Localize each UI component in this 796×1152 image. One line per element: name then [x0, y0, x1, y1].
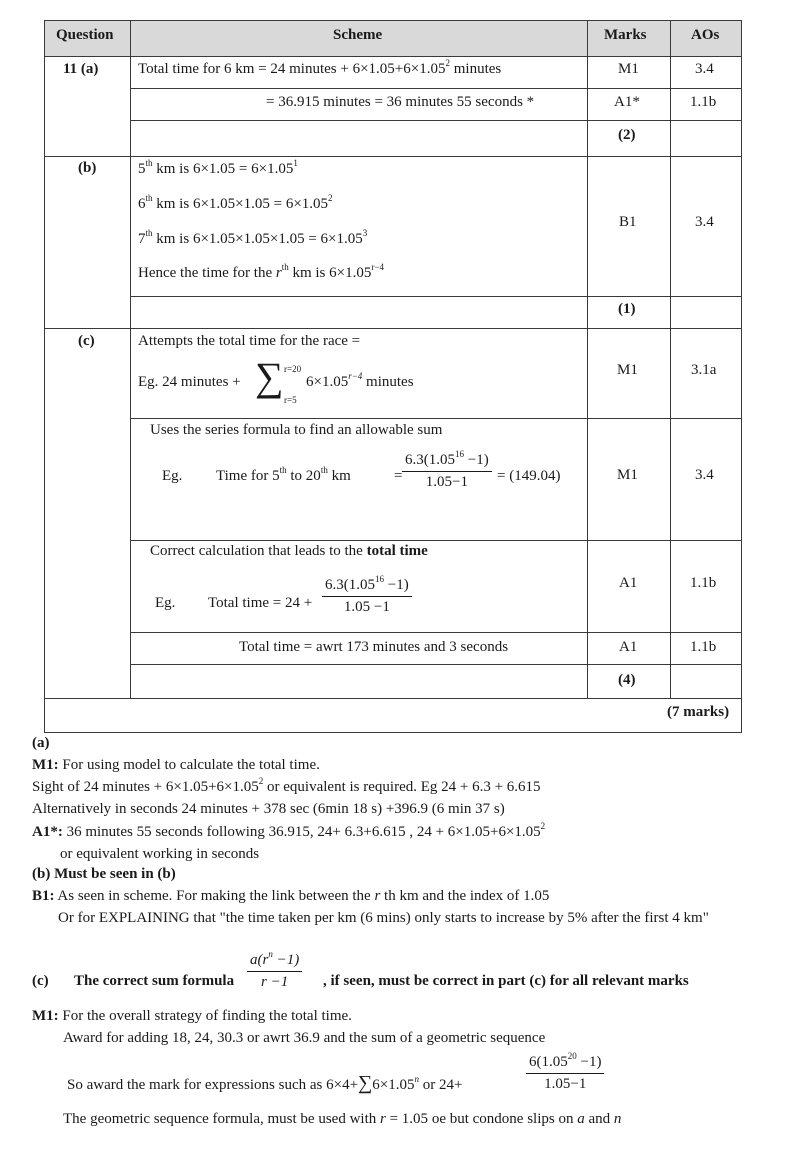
scheme-a-line1: Total time for 6 km = 24 minutes + $6\times 1.05+6\times 1.05^2$ minutes	[138, 58, 502, 77]
question-label-11a: 11 (a)	[63, 61, 99, 77]
notes-b-heading: (b) Must be seen in (b)	[32, 866, 176, 882]
ao-a-row1: 3.4	[695, 61, 714, 77]
notes-c-fraction: $\frac{a(r^n -1)}{r -1}$	[247, 952, 302, 991]
ao-a-row2: 1.1b	[690, 94, 717, 110]
scheme-c-row2-equals: =	[394, 468, 403, 484]
notes-so-fraction: $\frac{6(1.05^{20} -1)}{1.05-1}$	[526, 1054, 604, 1093]
scheme-c-row3-expr: Total time = 24 +	[208, 595, 313, 611]
scheme-b-line1: 5th km is $6\times 1.05 = 6\times 1.05^1$	[138, 158, 298, 177]
sigma-lower-limit: r=5	[284, 395, 297, 405]
notes-m1: M1: For using model to calculate the total time.	[32, 757, 320, 773]
notes-award: Award for adding 18, 24, 30.3 or awrt 36.9 and the sum of a geometric sequence	[63, 1030, 546, 1046]
notes-a-heading: (a)	[32, 735, 50, 751]
mark-c-row3: A1	[619, 575, 638, 591]
header-marks: Marks	[604, 27, 647, 43]
scheme-c-row1-line1: Attempts the total time for the race =	[138, 333, 361, 349]
mark-a-row2: A1*	[614, 94, 640, 110]
header-aos: AOs	[691, 27, 720, 43]
notes-sight: Sight of 24 minutes + $6\times 1.05+6\times 1.05^2$ or equivalent is required. Eg 24 + 6.3 + 6.615	[32, 776, 541, 795]
question-label-b: (b)	[78, 160, 97, 176]
total-marks: (7 marks)	[667, 704, 730, 720]
notes-b1: B1: As seen in scheme. For making the link between the r th km and the index of 1.05	[32, 888, 550, 904]
ao-c-row4: 1.1b	[690, 639, 717, 655]
subtotal-c: (4)	[618, 672, 636, 688]
ao-c-row2: 3.4	[695, 467, 714, 483]
notes-c-text2: , if seen, must be correct in part (c) for all relevant marks	[323, 973, 689, 989]
mark-c-row1: M1	[617, 362, 638, 378]
ao-b: 3.4	[695, 214, 714, 230]
scheme-c-row2-fraction: $\frac{6.3(1.05^{16} -1)}{1.05-1}$	[402, 452, 492, 491]
scheme-b-line2: 6th km is $6\times 1.05\times 1.05 = 6\times 1.05^2$	[138, 193, 333, 212]
notes-c-text1: The correct sum formula	[74, 973, 235, 989]
scheme-c-row2-desc: Time for 5th to 20th km	[216, 465, 351, 484]
question-label-c: (c)	[78, 333, 95, 349]
notes-c-heading: (c)	[32, 973, 49, 989]
header-scheme: Scheme	[333, 27, 383, 43]
scheme-c-row2-line1: Uses the series formula to find an allowable sum	[150, 422, 443, 438]
subtotal-b: (1)	[618, 301, 636, 317]
notes-b1-or: Or for EXPLAINING that "the time taken per km (6 mins) only starts to increase by 5% after the first 4 km"	[58, 910, 709, 926]
scheme-c-row2-result: = (149.04)	[497, 468, 561, 484]
subtotal-a: (2)	[618, 127, 636, 143]
header-question: Question	[56, 27, 114, 43]
scheme-a-line2: = 36.915 minutes = 36 minutes 55 seconds *	[266, 94, 535, 110]
scheme-b-line3: 7th km is $6\times 1.05\times 1.05\times 1.05 = 6\times 1.05^3$	[138, 228, 368, 247]
scheme-c-row1-expr: Eg. 24 minutes +	[138, 374, 241, 390]
notes-so-award: So award the mark for expressions such as $6\times 4+\sum 6\times 1.05^n$ or 24+	[67, 1072, 463, 1094]
mark-c-row4: A1	[619, 639, 638, 655]
scheme-c-row4: Total time = awrt 173 minutes and 3 seconds	[239, 639, 509, 655]
mark-a-row1: M1	[618, 61, 639, 77]
scheme-c-row3-line1: Correct calculation that leads to the total time	[150, 543, 428, 559]
scheme-c-row2-eg: Eg.	[162, 468, 183, 484]
notes-a1-cont: or equivalent working in seconds	[60, 846, 260, 862]
notes-alt: Alternatively in seconds 24 minutes + 378 sec (6min 18 s) +396.9 (6 min 37 s)	[32, 801, 505, 817]
notes-m1c: M1: For the overall strategy of finding the total time.	[32, 1008, 352, 1024]
ao-c-row1: 3.1a	[691, 362, 717, 378]
scheme-b-line4: Hence the time for the $r^{th}$ km is $6\times 1.05^{r-4}$	[138, 262, 384, 281]
scheme-c-row3-fraction: $\frac{6.3(1.05^{16} -1)}{1.05 -1}$	[322, 577, 412, 616]
mark-c-row2: M1	[617, 467, 638, 483]
notes-geo: The geometric sequence formula, must be used with r = 1.05 oe but condone slips on a and n	[63, 1111, 622, 1127]
scheme-c-row3-eg: Eg.	[155, 595, 176, 611]
ao-c-row3: 1.1b	[690, 575, 717, 591]
sigma-symbol: ∑	[255, 354, 284, 399]
notes-a1: A1*: 36 minutes 55 seconds following 36.915, 24+ 6.3+6.615 , $24 + 6\times 1.05+6\times 1.05^2$	[32, 821, 546, 840]
sigma-upper-limit: r=20	[284, 364, 302, 374]
mark-b: B1	[619, 214, 637, 230]
sigma-term: $6\times 1.05^{r-4}$ minutes	[306, 371, 414, 390]
